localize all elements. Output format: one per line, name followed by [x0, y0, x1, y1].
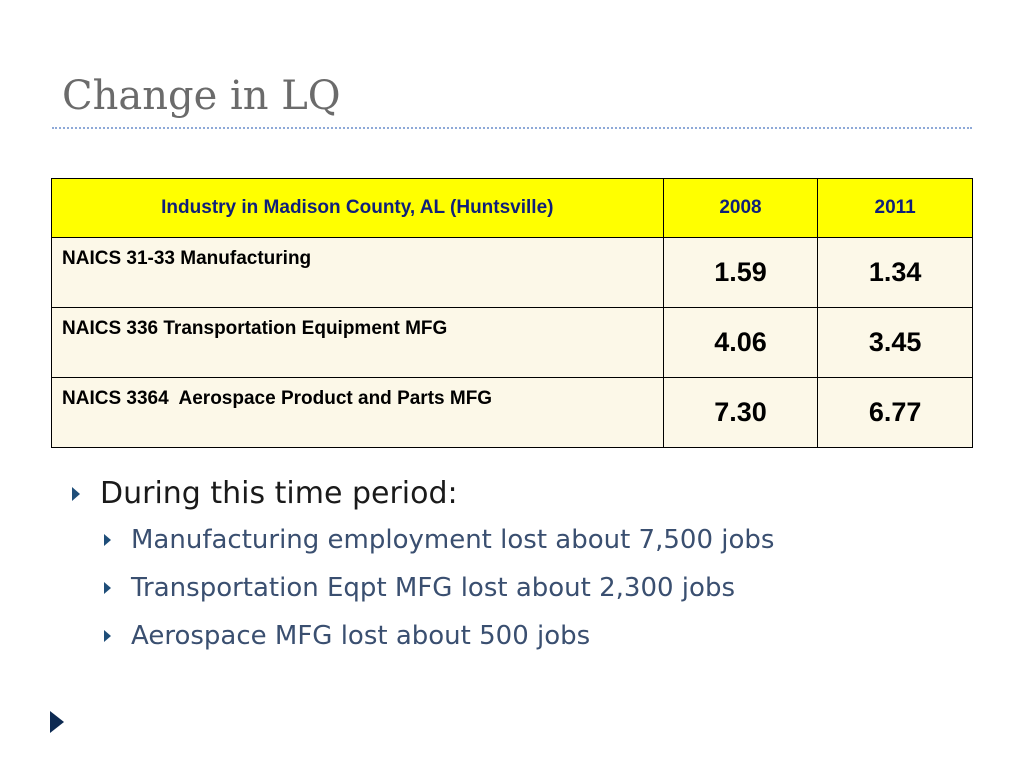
industry-cell: NAICS 31-33 Manufacturing — [52, 238, 664, 308]
table-row — [52, 238, 973, 308]
value-2011-cell: 1.34 — [818, 238, 973, 308]
header-industry: Industry in Madison County, AL (Huntsville) — [52, 179, 664, 238]
sub-bullet-text: Aerospace MFG lost about 500 jobs — [131, 621, 591, 651]
sub-bullet-text: Manufacturing employment lost about 7,500 jobs — [131, 525, 775, 555]
arrow-right-icon — [104, 630, 111, 642]
main-bullet — [72, 472, 774, 516]
sub-bullet-text: Transportation Eqpt MFG lost about 2,300 jobs — [131, 573, 735, 603]
arrow-right-icon — [72, 487, 80, 501]
value-2008-cell: 7.30 — [663, 378, 818, 448]
table-row — [52, 378, 973, 448]
main-bullet-text: During this time period: — [100, 476, 458, 511]
industry-cell: NAICS 3364 Aerospace Product and Parts MFG — [52, 378, 664, 448]
value-2011-cell: 3.45 — [818, 308, 973, 378]
sub-bullet — [104, 612, 774, 660]
value-2008-cell: 1.59 — [663, 238, 818, 308]
next-slide-arrow-icon[interactable] — [50, 711, 64, 733]
value-2008-cell: 4.06 — [663, 308, 818, 378]
sub-bullet — [104, 516, 774, 564]
table-header-row — [52, 179, 973, 238]
industry-cell: NAICS 336 Transportation Equipment MFG — [52, 308, 664, 378]
table-row — [52, 308, 973, 378]
sub-bullet — [104, 564, 774, 612]
value-2011-cell: 6.77 — [818, 378, 973, 448]
header-2011: 2011 — [818, 179, 973, 238]
slide-title: Change in LQ — [62, 73, 341, 119]
arrow-right-icon — [104, 582, 111, 594]
title-divider — [52, 127, 972, 129]
lq-table — [51, 178, 973, 448]
header-2008: 2008 — [663, 179, 818, 238]
arrow-right-icon — [104, 534, 111, 546]
bullet-list — [72, 472, 774, 660]
